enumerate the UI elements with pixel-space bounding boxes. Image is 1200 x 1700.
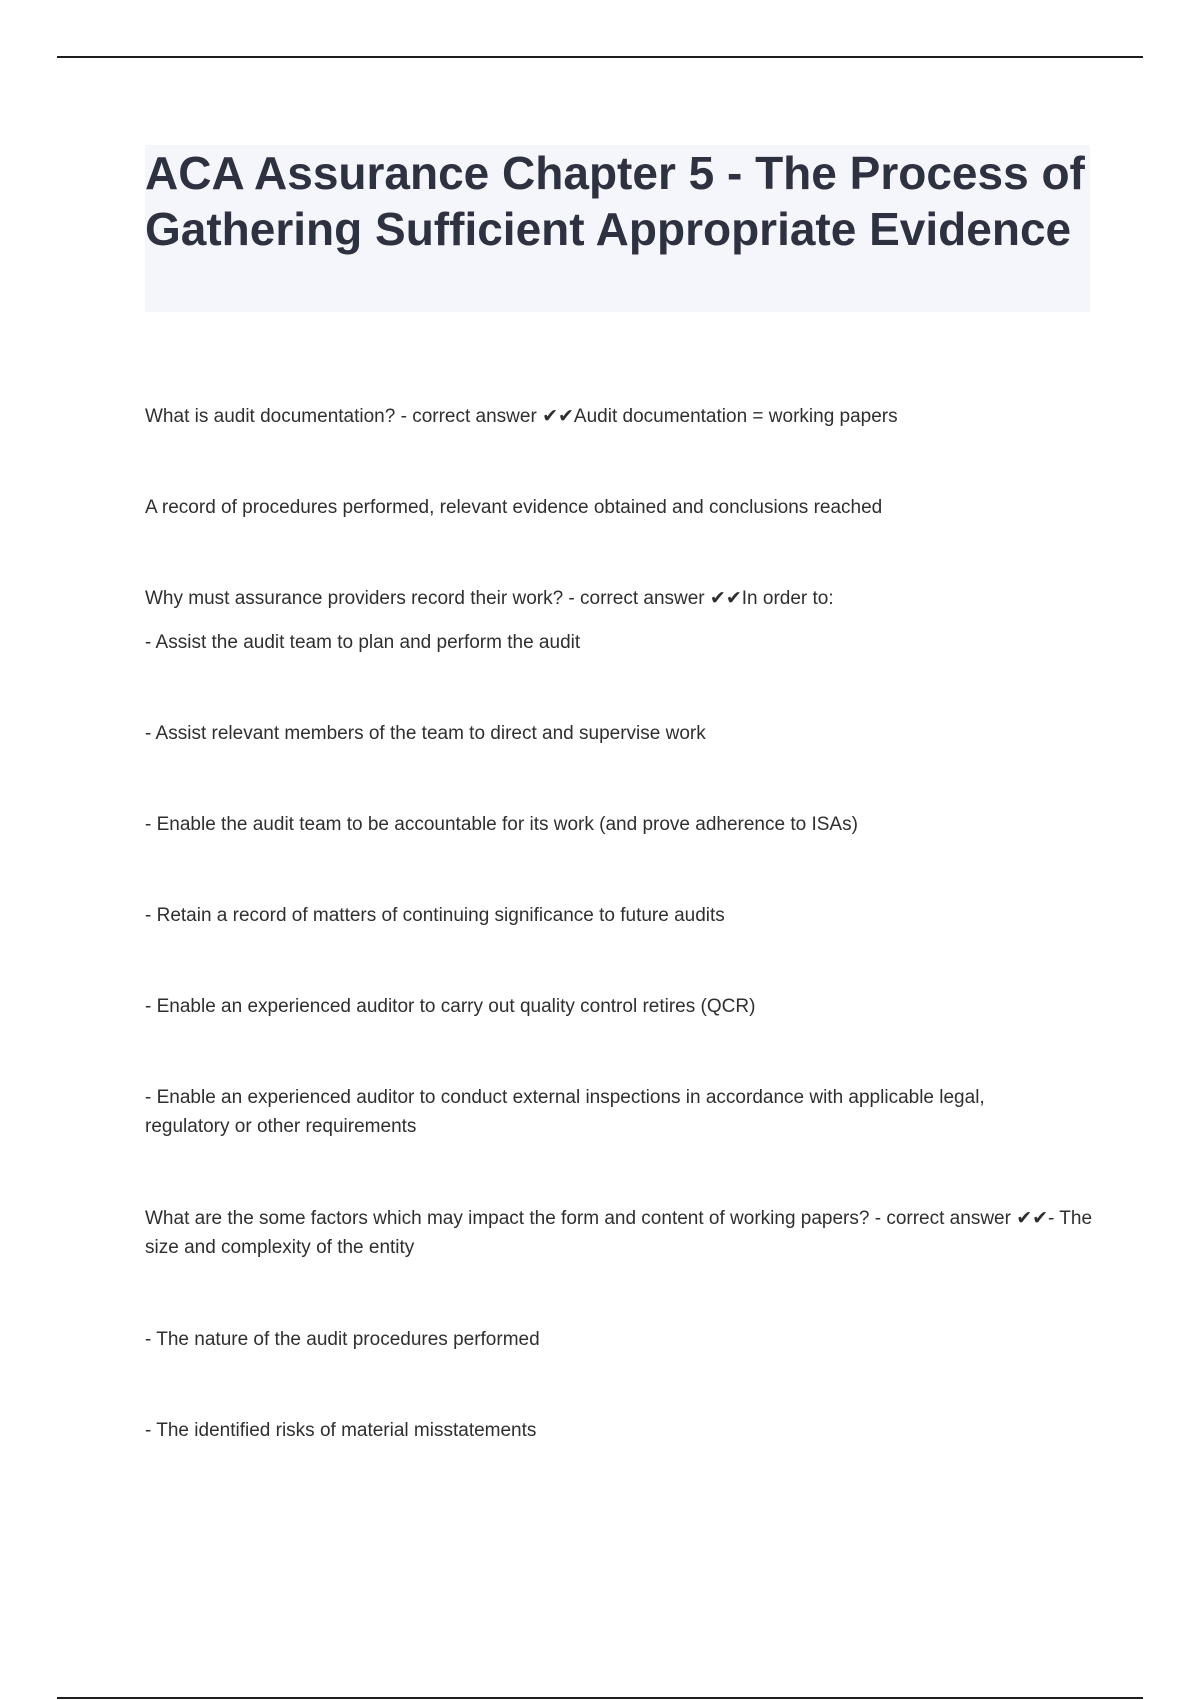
answer-record-of-procedures: A record of procedures performed, relevant evidence obtained and conclusions reached bbox=[145, 497, 883, 518]
list-item-external-inspections: - Enable an experienced auditor to conduct external inspections in accordance with applicable legal, regulatory or other requirements bbox=[145, 1087, 985, 1137]
list-item-direct-supervise: - Assist relevant members of the team to direct and supervise work bbox=[145, 723, 706, 744]
question-audit-documentation: What is audit documentation? - correct answer ✔✔Audit documentation = working papers bbox=[145, 406, 898, 427]
list-item-nature-procedures: - The nature of the audit procedures performed bbox=[145, 1329, 540, 1350]
question-why-record-work: Why must assurance providers record their work? - correct answer ✔✔In order to: bbox=[145, 588, 834, 609]
question-factors-working-papers: What are the some factors which may impact the form and content of working papers? - correct answer ✔✔- The size and complexity of the entity bbox=[145, 1208, 1093, 1258]
title-block bbox=[145, 145, 1090, 312]
list-item-plan-perform: - Assist the audit team to plan and perform the audit bbox=[145, 632, 581, 653]
bottom-rule bbox=[57, 1697, 1143, 1699]
top-rule bbox=[57, 56, 1143, 58]
document-title: ACA Assurance Chapter 5 - The Process of Gathering Sufficient Appropriate Evidence bbox=[145, 147, 1085, 255]
list-item-quality-control: - Enable an experienced auditor to carry out quality control retires (QCR) bbox=[145, 996, 756, 1017]
list-item-identified-risks: - The identified risks of material misstatements bbox=[145, 1420, 537, 1441]
list-item-accountable: - Enable the audit team to be accountable for its work (and prove adherence to ISAs) bbox=[145, 814, 858, 835]
list-item-retain-record: - Retain a record of matters of continuing significance to future audits bbox=[145, 905, 725, 926]
